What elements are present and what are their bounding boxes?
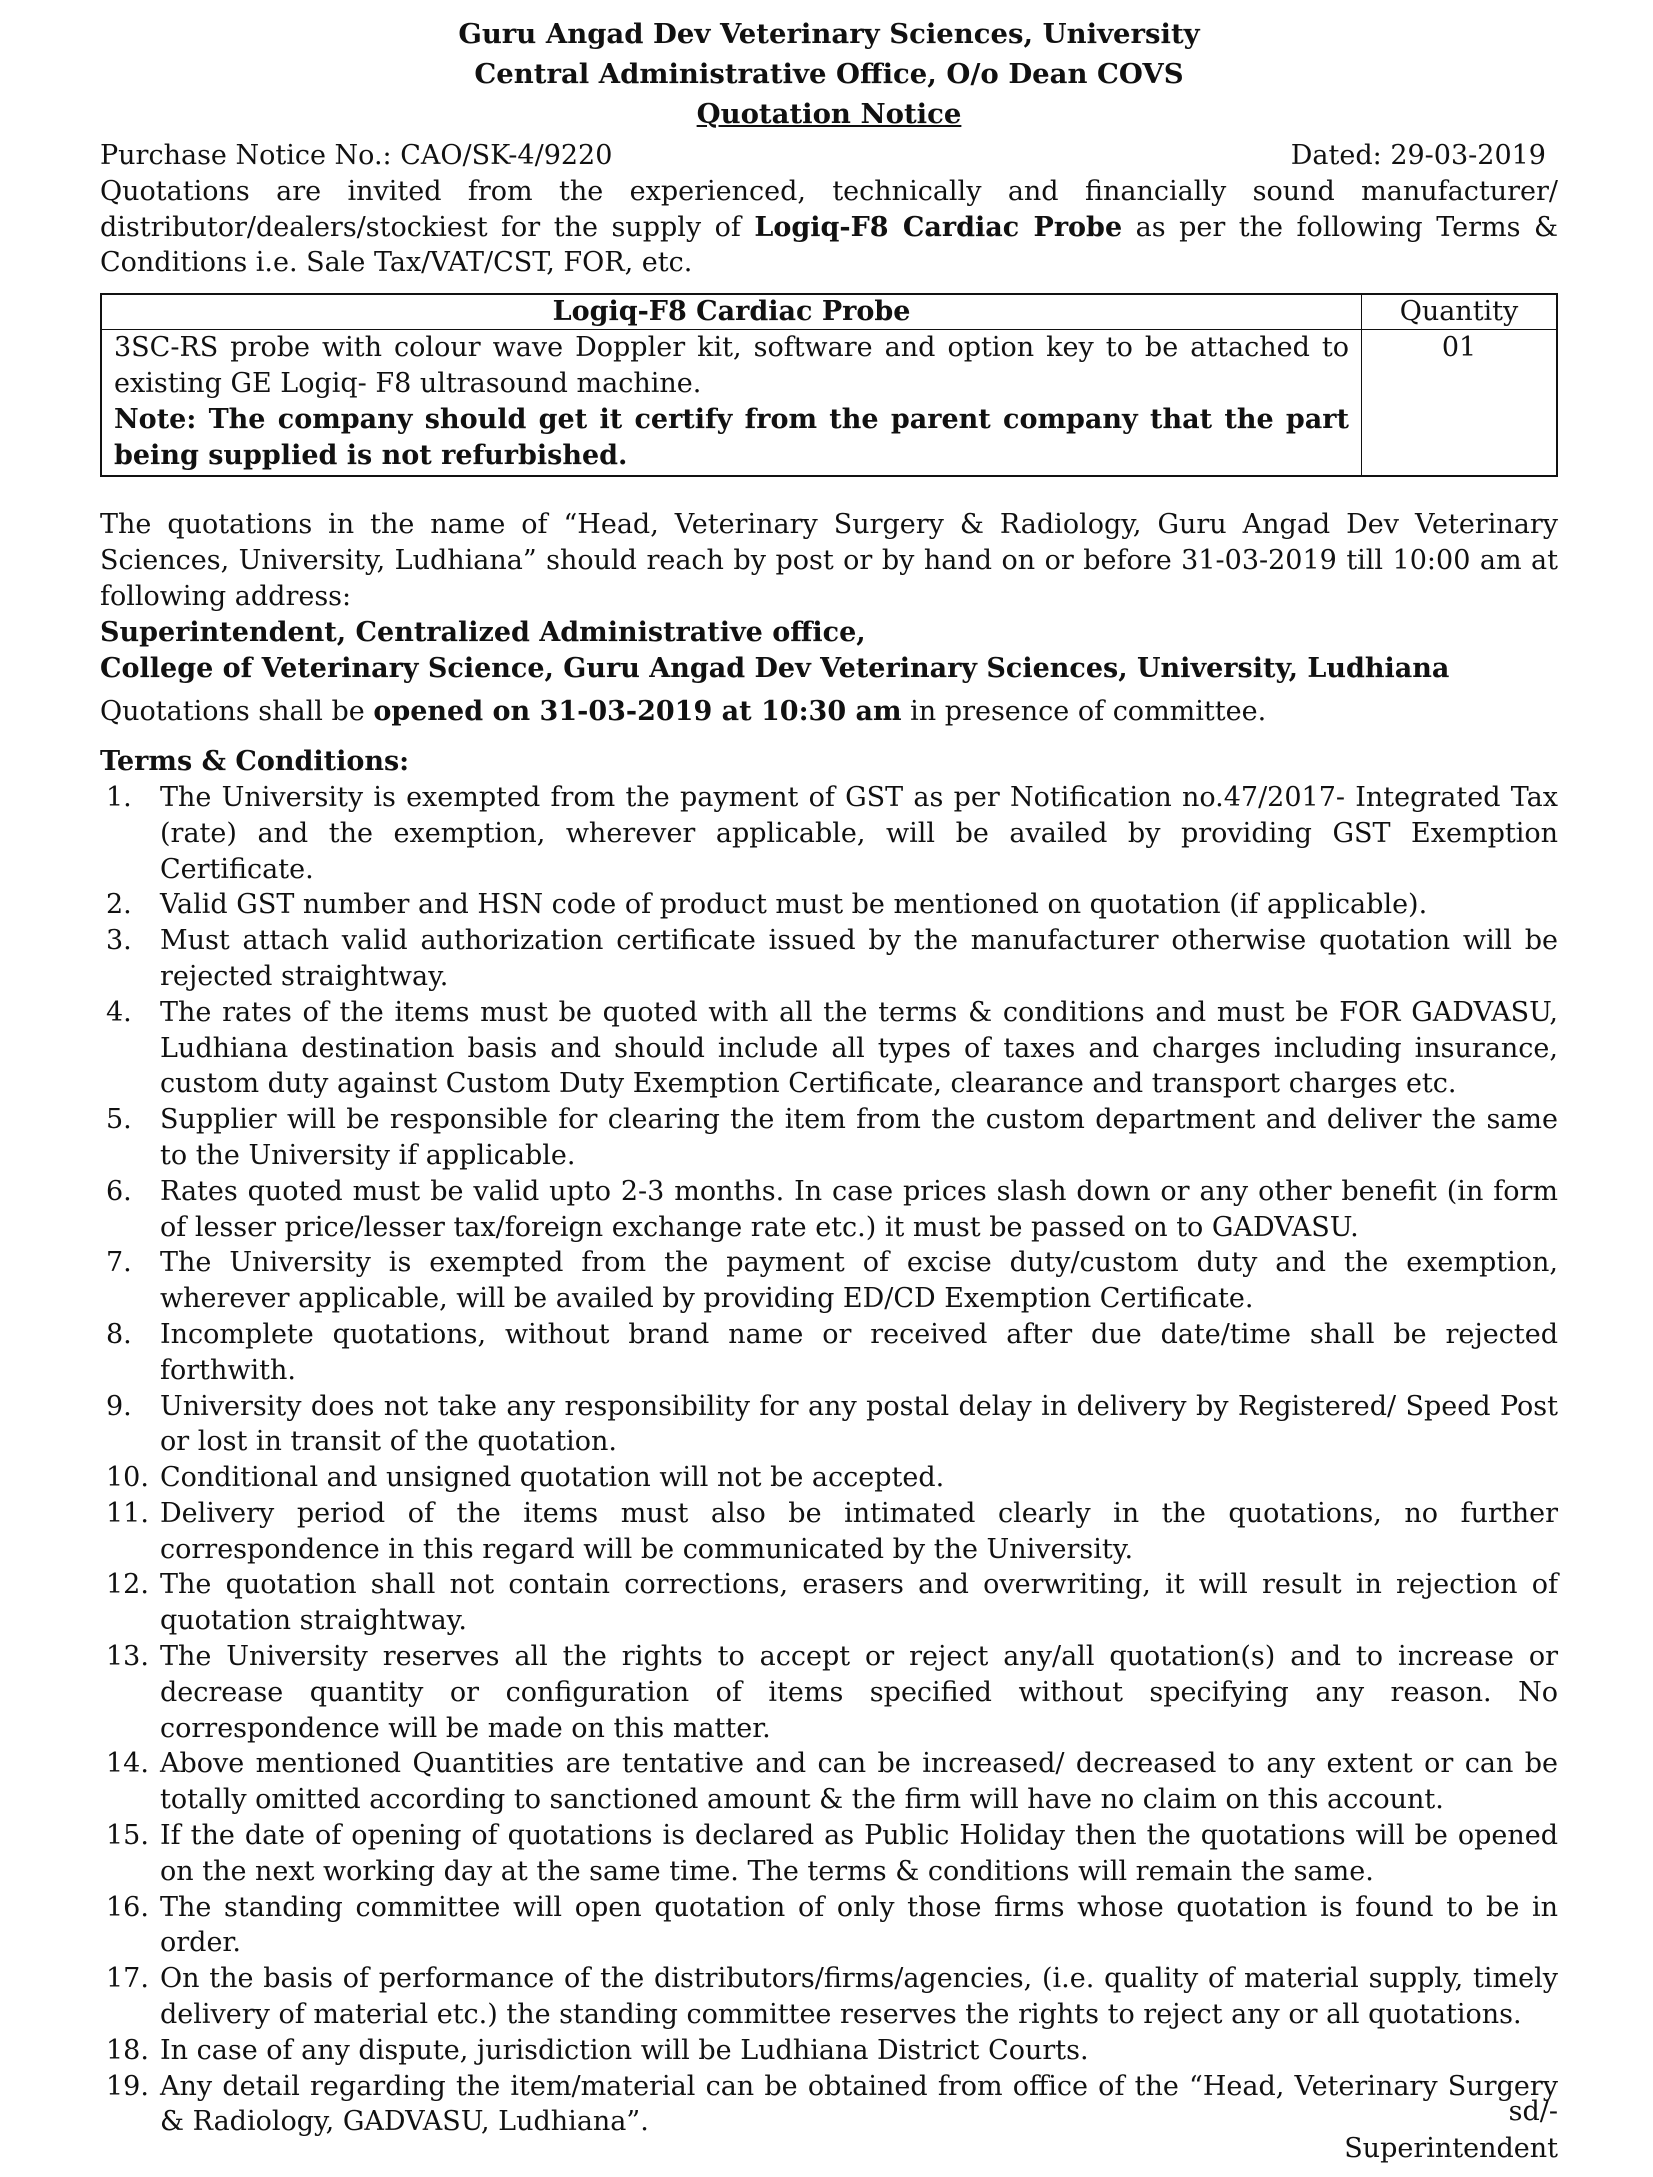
list-item bbox=[100, 1496, 1558, 1568]
term-number: 12. bbox=[106, 1569, 149, 1601]
list-item bbox=[100, 2033, 1558, 2069]
term-text: Above mentioned Quantities are tentative and can be increased/ decreased to any extent or can be totally omitted according to sanctioned amount & the firm will have no claim on this account. bbox=[160, 1748, 1558, 1816]
term-text: The University is exempted from the payment of GST as per Notification no.47/2017- Integrated Tax (rate) and the exemption, wherever applicable, will be availed by providing GST Exemption Certificate. bbox=[160, 781, 1558, 885]
term-number: 18. bbox=[106, 2034, 149, 2066]
notice-meta-row bbox=[100, 138, 1558, 174]
list-item bbox=[100, 1639, 1558, 1746]
term-text: Must attach valid authorization certificate issued by the manufacturer otherwise quotation will be rejected straightway. bbox=[160, 925, 1558, 992]
term-number: 5. bbox=[106, 1104, 132, 1136]
notice-date: Dated: 29-03-2019 bbox=[1290, 140, 1546, 171]
term-number: 10. bbox=[106, 1462, 149, 1494]
opening-text-2: in presence of committee. bbox=[901, 696, 1267, 728]
term-text: Supplier will be responsible for clearing the item from the custom department and deliver the same to the University if applicable. bbox=[160, 1104, 1558, 1171]
address-line-1: Superintendent, Centralized Administrative office, bbox=[100, 616, 866, 648]
term-number: 19. bbox=[106, 2070, 149, 2102]
term-text: Delivery period of the items must also be intimated clearly in the quotations, no further correspondence in this regard will be communicated by the University. bbox=[160, 1497, 1558, 1565]
term-text: The quotation shall not contain corrections, erasers and overwriting, it will result in rejection of quotation straightway. bbox=[160, 1569, 1558, 1637]
terms-list bbox=[100, 780, 1558, 2140]
term-number: 15. bbox=[106, 1820, 149, 1852]
term-text: University does not take any responsibility for any postal delay in delivery by Registered/ Speed Post or lost in transit of the quotation. bbox=[160, 1390, 1558, 1458]
list-item bbox=[100, 995, 1558, 1102]
term-number: 7. bbox=[106, 1247, 132, 1279]
item-table bbox=[100, 293, 1558, 477]
item-description-cell bbox=[101, 330, 1362, 477]
term-text: If the date of opening of quotations is declared as Public Holiday then the quotations will be opened on the next working day at the same time. The terms & conditions will remain the same. bbox=[160, 1820, 1558, 1887]
list-item bbox=[100, 1961, 1558, 2033]
term-text: Any detail regarding the item/material can be obtained from office of the “Head, Veterinary Surgery & Radiology, GADVASU, Ludhiana”. bbox=[160, 2070, 1558, 2138]
list-item bbox=[100, 923, 1558, 995]
list-item bbox=[100, 1245, 1558, 1317]
list-item bbox=[100, 780, 1558, 887]
term-number: 2. bbox=[106, 889, 132, 921]
table-row bbox=[101, 330, 1557, 477]
term-number: 13. bbox=[106, 1641, 149, 1673]
terms-heading: Terms & Conditions: bbox=[100, 746, 410, 778]
list-item bbox=[100, 1174, 1558, 1246]
term-number: 17. bbox=[106, 1963, 149, 1995]
office-name: Central Administrative Office, O/o Dean COVS bbox=[474, 58, 1184, 90]
term-text: The University reserves all the rights to accept or reject any/all quotation(s) and to increase or decrease quantity or configuration of items specified without specifying any reason. No correspondence will be made on this matter. bbox=[160, 1641, 1558, 1744]
item-description: 3SC-RS probe with colour wave Doppler kit, software and option key to be attached to existing GE Logiq- F8 ultrasound machine. bbox=[114, 332, 1349, 399]
list-item bbox=[100, 1890, 1558, 1962]
list-item bbox=[100, 887, 1558, 923]
signature-designation: Superintendent bbox=[1344, 2133, 1558, 2164]
item-table-header bbox=[101, 294, 1557, 330]
term-number: 9. bbox=[106, 1390, 132, 1422]
term-text: In case of any dispute, jurisdiction will be Ludhiana District Courts. bbox=[160, 2034, 1089, 2066]
term-number: 14. bbox=[106, 1748, 149, 1780]
page-title: Quotation Notice bbox=[696, 98, 962, 130]
list-item bbox=[100, 1567, 1558, 1639]
signature-mark: sd/- bbox=[1508, 2096, 1558, 2127]
submission-paragraph: The quotations in the name of “Head, Veterinary Surgery & Radiology, Guru Angad Dev Veterinary Sciences, University, Ludhiana” should reach by post or by hand on or before 31-03-2019 till 10:00 am at following address: bbox=[100, 509, 1558, 612]
purchase-notice-number: Purchase Notice No.: CAO/SK-4/9220 bbox=[100, 140, 613, 171]
term-text: Valid GST number and HSN code of product must be mentioned on quotation (if applicable). bbox=[160, 889, 1428, 921]
term-number: 4. bbox=[106, 996, 132, 1028]
address-line-2: College of Veterinary Science, Guru Angad Dev Veterinary Sciences, University, Ludhiana bbox=[100, 652, 1450, 684]
intro-paragraph bbox=[100, 174, 1558, 281]
opening-text-1: Quotations shall be bbox=[100, 696, 374, 728]
list-item bbox=[100, 1389, 1558, 1461]
term-number: 3. bbox=[106, 925, 132, 957]
opening-date: opened on 31-03-2019 at 10:30 am bbox=[373, 696, 902, 728]
list-item bbox=[100, 1818, 1558, 1890]
item-quantity: 01 bbox=[1362, 330, 1558, 477]
intro-item-name: Logiq-F8 Cardiac Probe bbox=[754, 211, 1123, 243]
list-item bbox=[100, 1460, 1558, 1496]
list-item bbox=[100, 2069, 1558, 2141]
term-text: The rates of the items must be quoted with all the terms & conditions and must be FOR GADVASU, Ludhiana destination basis and should include all types of taxes and charges including insurance, custom duty against Custom Duty Exemption Certificate, clearance and transport charges etc. bbox=[160, 996, 1558, 1100]
term-text: Rates quoted must be valid upto 2-3 months. In case prices slash down or any other benefit (in form of lesser price/lesser tax/foreign exchange rate etc.) it must be passed on to GADVASU. bbox=[160, 1175, 1558, 1243]
item-note: Note: The company should get it certify from the parent company that the part being supplied is not refurbished. bbox=[114, 403, 1349, 471]
item-column-header: Logiq-F8 Cardiac Probe bbox=[101, 294, 1362, 330]
university-name: Guru Angad Dev Veterinary Sciences, University bbox=[458, 18, 1200, 50]
term-text: The University is exempted from the payment of excise duty/custom duty and the exemption, wherever applicable, will be availed by providing ED/CD Exemption Certificate. bbox=[160, 1247, 1558, 1315]
list-item bbox=[100, 1102, 1558, 1174]
term-number: 16. bbox=[106, 1891, 149, 1923]
term-text: Conditional and unsigned quotation will not be accepted. bbox=[160, 1462, 945, 1494]
quantity-column-header: Quantity bbox=[1362, 294, 1558, 330]
list-item bbox=[100, 1746, 1558, 1818]
term-number: 8. bbox=[106, 1318, 132, 1350]
document-page bbox=[100, 14, 1559, 2164]
intro-text-1: Quotations are invited from the experienced, technically and financially sound manufacturer/ distributor/dealers/stockiest for the supply of bbox=[100, 175, 1558, 243]
intro-text-2: as per the following Terms & Conditions i.e. Sale Tax/VAT/CST, FOR, etc. bbox=[100, 211, 1559, 279]
term-text: The standing committee will open quotation of only those firms whose quotation is found to be in order. bbox=[160, 1891, 1558, 1959]
term-text: On the basis of performance of the distributors/firms/agencies, (i.e. quality of material supply, timely delivery of material etc.) the standing committee reserves the rights to reject any or all quotations. bbox=[160, 1963, 1558, 2031]
term-number: 1. bbox=[106, 781, 132, 813]
term-number: 11. bbox=[106, 1497, 149, 1529]
opening-paragraph bbox=[100, 694, 1558, 730]
list-item bbox=[100, 1317, 1558, 1389]
term-text: Incomplete quotations, without brand name or received after due date/time shall be rejected forthwith. bbox=[160, 1318, 1558, 1386]
term-number: 6. bbox=[106, 1175, 132, 1207]
